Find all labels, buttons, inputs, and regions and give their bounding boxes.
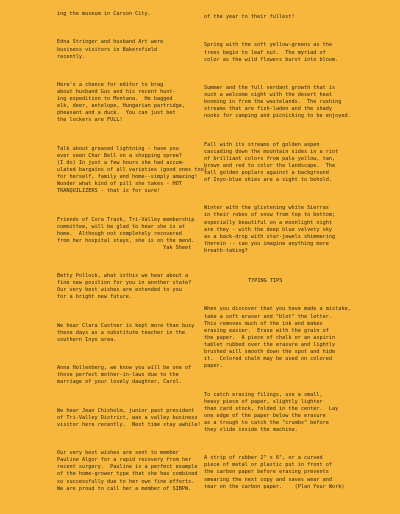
news-item-trask: Friends of Cora Trask, Tri-Valley membership committee, will be glad to hear she is at home. Although not completely recovered from her hospital stays, she is on the mend. Yak Sheet bbox=[57, 216, 195, 251]
typing-tip-eraser: When you discover that you have made a mistake, take a soft eraser and "blot" the letter. This removes much of the ink and makes erasing easier. Erase with the grain of the paper. A piece of chalk or an aspirin tablet rubbed over the erasure and lightly brushed will smooth down the spot and hide it. Colored chalk may be used on colored paper. bbox=[204, 306, 351, 370]
news-item-algor: Our very best wishes are sent to member Pauline Algor for a rapid recovery from her recent surgery. Pauline is a perfect example of the home-grower type that she has combined so successfully due to her own fine efforts. We are proud to call her a member of SIBPW. bbox=[57, 450, 198, 492]
news-item-shopping: Talk about greased lightning - have you ever seen Char Bell on a shopping spree? (I do) In just a few hours she had accum- ulated bargains of all varieties (good ones too) for herself, family and home--simply amazing! Wonder what kind of pill she takes - HOT TRANQUILIZERS - that is for sure! bbox=[57, 145, 207, 195]
seasons-summer: Summer and the full verdant growth that is such a welcome sight with the desert heat booming in from the wastelands. The rushing streams that are fish-laden and the shady nooks for camping and picnicking to be enjoyed. bbox=[204, 84, 351, 120]
left-column bbox=[57, 0, 207, 514]
news-item-pollock: Betty Pollock, what isthis we hear about a fine new position for you in another state? Our very best wishes are extended to you for a bright new future. bbox=[57, 273, 192, 301]
typing-tip-carbon: A strip of rubber 2" x 6", or a curved piece of metal or plastic put in front of the carbon paper before erasing prevents smearing the next copy and saves wear and tear on the carbon paper. (Plan Your Work) bbox=[204, 455, 345, 490]
right-column bbox=[204, 0, 351, 512]
news-item-castner: We hear Clara Castner is kept more than busy these days as a substitute teacher in the southern Inyo area. bbox=[57, 322, 195, 343]
news-item-chisholm: We hear Jean Chisholm, junior past president of Tri-Valley District, was a valley business visitor here recently. Next time stay awhile! bbox=[57, 407, 201, 428]
seasons-fall: Fall with its streams of golden aspen cascading down the mountain sides in a riot of brilliant colors from pale yellow, tan, brown and red to color the landscape. The tall golden poplars against a background of Inyo-blue skies are a sight to behold. bbox=[204, 141, 339, 184]
news-item-museum: ing the museum in Carson City. bbox=[57, 11, 151, 18]
seasons-spring: Spring with the soft yellow-greens as the trees begin to leaf out. The myriad of color as the wild flowers burst into bloom. bbox=[204, 42, 339, 63]
seasons-intro: of the year to their fullest! bbox=[204, 14, 295, 21]
typing-tip-filings: To catch erasing filings, use a small, heavy piece of paper, slightly lighter than card stock, folded in the center. Lay one edge of the paper below the erasure as a trough to catch the "crumbs" before they slide inside the machine. bbox=[204, 391, 339, 433]
seasons-winter: Winter with the glistening white Sierras in their robes of snow from top to bottom; especially beautiful on a moonlight night are they - with the deep blue velvety sky as a back-drop with star-jewels shimmering therein -- can you imagine anything more breath-taking? bbox=[204, 205, 336, 254]
news-item-hunting: Here's a chance for editor to brag about husband Gus and his recent hunt- ing expedition to Montana. He bagged elk, deer, antelope, Hungarian partridge, pheasant and a duck. You can just bet the lockers are FULL! bbox=[57, 81, 186, 124]
typing-tips-heading: TYPING TIPS bbox=[248, 278, 283, 285]
news-item-stringer: Edna Stringer and husband Art were business visitors in Bakersfield recently. bbox=[57, 39, 164, 60]
news-item-hollenberg: Anna Hollenberg, we know you will be one of those perfect mother-in-laws due to the marriage of your lovely daughter, Carol. bbox=[57, 365, 192, 386]
